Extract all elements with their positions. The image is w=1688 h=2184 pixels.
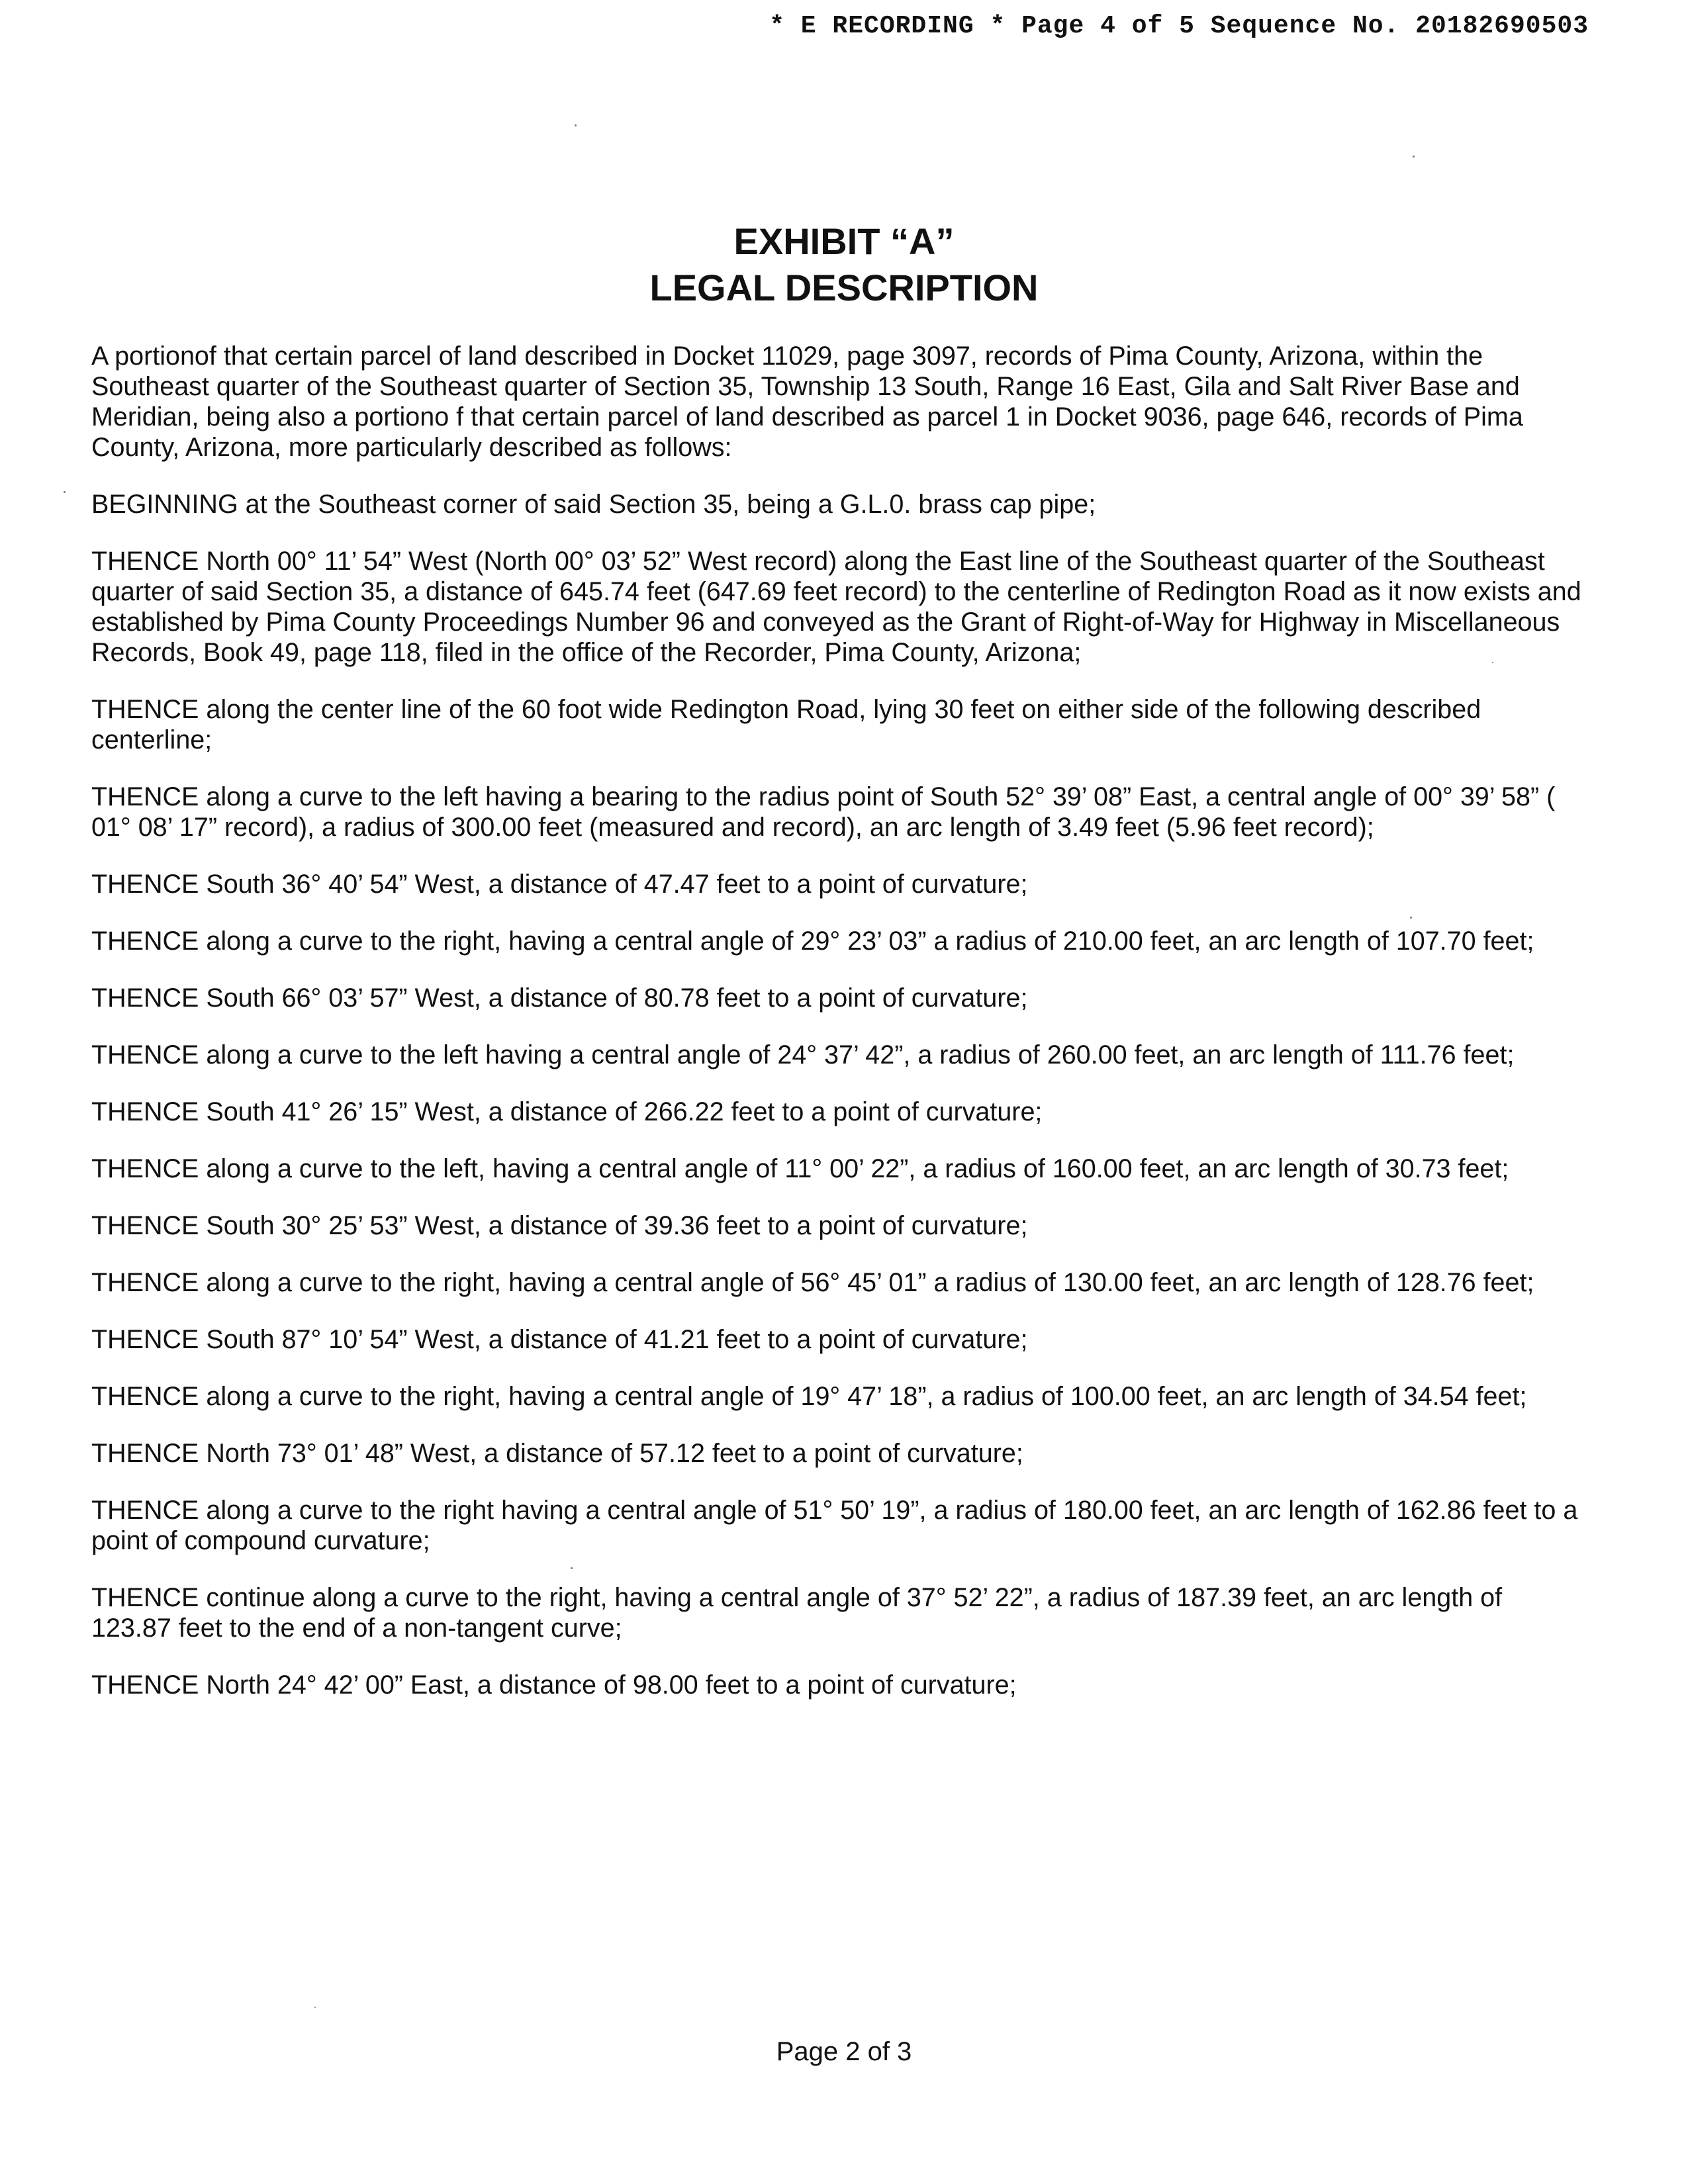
scan-speck	[1410, 917, 1412, 919]
paragraph-course: THENCE along a curve to the right having a central angle of 51° 50’ 19”, a radius of 180.00 feet, an arc length of 162.86 feet to a point of compound curvature;	[91, 1496, 1578, 1555]
paragraph-course: THENCE along a curve to the right, having a central angle of 19° 47’ 18”, a radius of 100.00 feet, an arc length of 34.54 feet;	[91, 1382, 1527, 1411]
paragraph-intro: A portionof that certain parcel of land described in Docket 11029, page 3097, records of Pima County, Arizona, within the Southeast quarter of the Southeast quarter of Section 35, Township 13 South, Range 16 East, Gila and Salt River Base and Meridian, being also a portiono f that certain parcel of land described as parcel 1 in Docket 9036, page 646, records of Pima County, Arizona, more particularly described as follows:	[91, 341, 1523, 462]
scan-speck	[571, 1567, 573, 1569]
paragraph-course: THENCE along a curve to the left having a central angle of 24° 37’ 42”, a radius of 260.00 feet, an arc length of 111.76 feet;	[91, 1040, 1515, 1069]
paragraph-course: THENCE along the center line of the 60 foot wide Redington Road, lying 30 feet on either side of the following described centerline;	[91, 695, 1481, 754]
scan-speck	[314, 2007, 316, 2008]
section-title: LEGAL DESCRIPTION	[649, 267, 1039, 308]
paragraph-course: THENCE along a curve to the right, having a central angle of 29° 23’ 03” a radius of 210.00 feet, an arc length of 107.70 feet;	[91, 927, 1534, 956]
paragraph-course: THENCE South 66° 03’ 57” West, a distance of 80.78 feet to a point of curvature;	[91, 983, 1028, 1013]
paragraph-course: THENCE continue along a curve to the right, having a central angle of 37° 52’ 22”, a radius of 187.39 feet, an arc length of 123.87 feet to the end of a non-tangent curve;	[91, 1583, 1503, 1643]
paragraph-course: THENCE South 36° 40’ 54” West, a distance of 47.47 feet to a point of curvature;	[91, 870, 1028, 899]
page-footer: Page 2 of 3	[776, 2037, 912, 2066]
paragraph-course: THENCE North 00° 11’ 54” West (North 00° 03’ 52” West record) along the East line of the Southeast quarter of the Southeast quarter of said Section 35, a distance of 645.74 feet (647.69 feet record) to the centerline of Redington Road as it now exists and established by Pima County Proceedings Number 96 and conveyed as the Grant of Right-of-Way for Highway in Miscellaneous Records, Book 49, page 118, filed in the office of the Recorder, Pima County, Arizona;	[91, 547, 1581, 667]
paragraph-course: THENCE North 73° 01’ 48” West, a distance of 57.12 feet to a point of curvature;	[91, 1439, 1023, 1468]
paragraph-course: THENCE North 24° 42’ 00” East, a distance of 98.00 feet to a point of curvature;	[91, 1670, 1017, 1700]
scan-speck	[575, 124, 577, 126]
scan-speck	[1413, 156, 1415, 158]
exhibit-title: EXHIBIT “A”	[733, 220, 955, 262]
paragraph-course: THENCE South 30° 25’ 53” West, a distance of 39.36 feet to a point of curvature;	[91, 1211, 1028, 1240]
paragraph-course: THENCE South 41° 26’ 15” West, a distance of 266.22 feet to a point of curvature;	[91, 1097, 1043, 1126]
scan-speck	[64, 491, 66, 493]
paragraph-course: THENCE South 87° 10’ 54” West, a distance of 41.21 feet to a point of curvature;	[91, 1325, 1028, 1354]
paragraph-course: THENCE along a curve to the left having a bearing to the radius point of South 52° 39’ 08” East, a central angle of 00° 39’ 58” ( 01° 08’ 17” record), a radius of 300.00 feet (measured and record), an arc length of 3.49 feet (5.96 feet record);	[91, 782, 1556, 842]
recording-stamp: * E RECORDING * Page 4 of 5 Sequence No. 20182690503	[769, 12, 1589, 40]
paragraph-course: THENCE along a curve to the right, having a central angle of 56° 45’ 01” a radius of 130.00 feet, an arc length of 128.76 feet;	[91, 1268, 1534, 1297]
paragraph-course: THENCE along a curve to the left, having a central angle of 11° 00’ 22”, a radius of 160.00 feet, an arc length of 30.73 feet;	[91, 1154, 1509, 1183]
legal-description-body	[91, 341, 1587, 1727]
paragraph-beginning: BEGINNING at the Southeast corner of said Section 35, being a G.L.0. brass cap pipe;	[91, 490, 1096, 519]
scan-speck	[1492, 662, 1493, 663]
document-titles	[0, 218, 1688, 311]
